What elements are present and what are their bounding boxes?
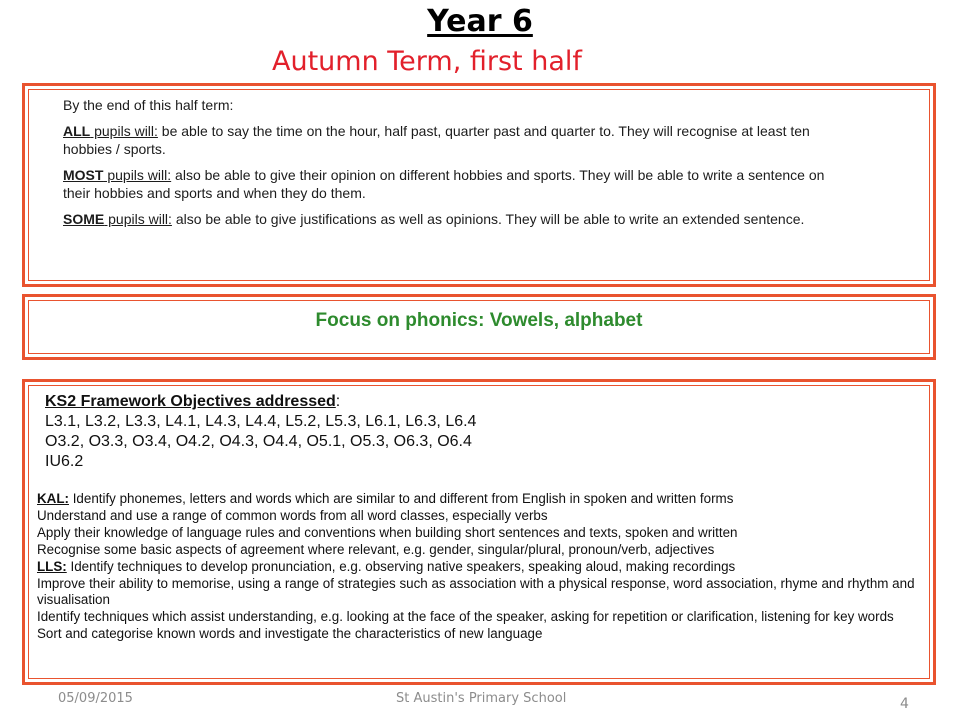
outcomes-box [22,83,936,287]
outcome-all [63,122,853,158]
objectives-line: O3.2, O3.3, O3.4, O4.2, O4.3, O4.4, O5.1, O5.3, O6.3, O6.4 [45,433,472,450]
all-text: be able to say the time on the hour, half past, quarter past and quarter to. They will recognise at least ten hobbies / sports. [63,123,810,157]
footer-school: St Austin's Primary School [396,691,567,706]
most-suffix: pupils will: [103,167,172,183]
lls-line: Sort and categorise known words and investigate the characteristics of new language [37,626,543,642]
phonics-box [22,294,936,360]
lls-label: LLS: [37,558,67,574]
kal-line: Apply their knowledge of language rules and conventions when building short sentences and texts, spoken and written [37,524,738,540]
kal-label: KAL: [37,491,69,506]
kal-line: Understand and use a range of common words from all word classes, especially verbs [37,507,548,523]
kal-line: Recognise some basic aspects of agreement where relevant, e.g. gender, singular/plural, pronoun/verb, adjectives [37,541,715,557]
framework-objectives [45,392,476,472]
lls-line: Improve their ability to memorise, using a range of strategies such as association with a physical response, word association, rhyme and rhythm and visualisation [37,575,915,608]
outcomes-text [63,96,853,236]
lls-line: Identify techniques which assist understanding, e.g. looking at the face of the speaker, asking for repetition or clarification, listening for key words [37,609,894,625]
kal-line: KAL: Identify phonemes, letters and words which are similar to and different from English in spoken and written forms [37,491,734,506]
some-text: also be able to give justifications as well as opinions. They will be able to write an extended sentence. [171,211,805,227]
kal-lls-text [37,491,927,643]
some-suffix: pupils will: [104,211,172,227]
outcome-some [63,210,853,228]
page-number: 4 [900,696,909,712]
footer-date: 05/09/2015 [58,691,133,706]
phonics-focus: Focus on phonics: Vowels, alphabet [315,310,643,331]
outcomes-intro: By the end of this half term: [63,97,234,113]
lls-line: LLS: Identify techniques to develop pronunciation, e.g. observing native speakers, speaking aloud, making recordings [37,558,736,574]
some-label: SOME [63,211,105,227]
framework-box [22,379,936,685]
outcome-most [63,166,853,202]
all-suffix: pupils will: [90,123,158,139]
most-label: MOST [63,167,104,183]
objectives-line: L3.1, L3.2, L3.3, L4.1, L4.3, L4.4, L5.2, L5.3, L6.1, L6.3, L6.4 [45,413,477,430]
objectives-line: IU6.2 [45,453,84,470]
term-subtitle: Autumn Term, first half [272,46,582,77]
page-title: Year 6 [427,4,533,39]
framework-heading: KS2 Framework Objectives addressed: [45,393,341,410]
all-label: ALL [63,123,91,139]
most-text: also be able to give their opinion on different hobbies and sports. They will be able to write a sentence on their hobbies and sports and when they do them. [63,167,825,201]
